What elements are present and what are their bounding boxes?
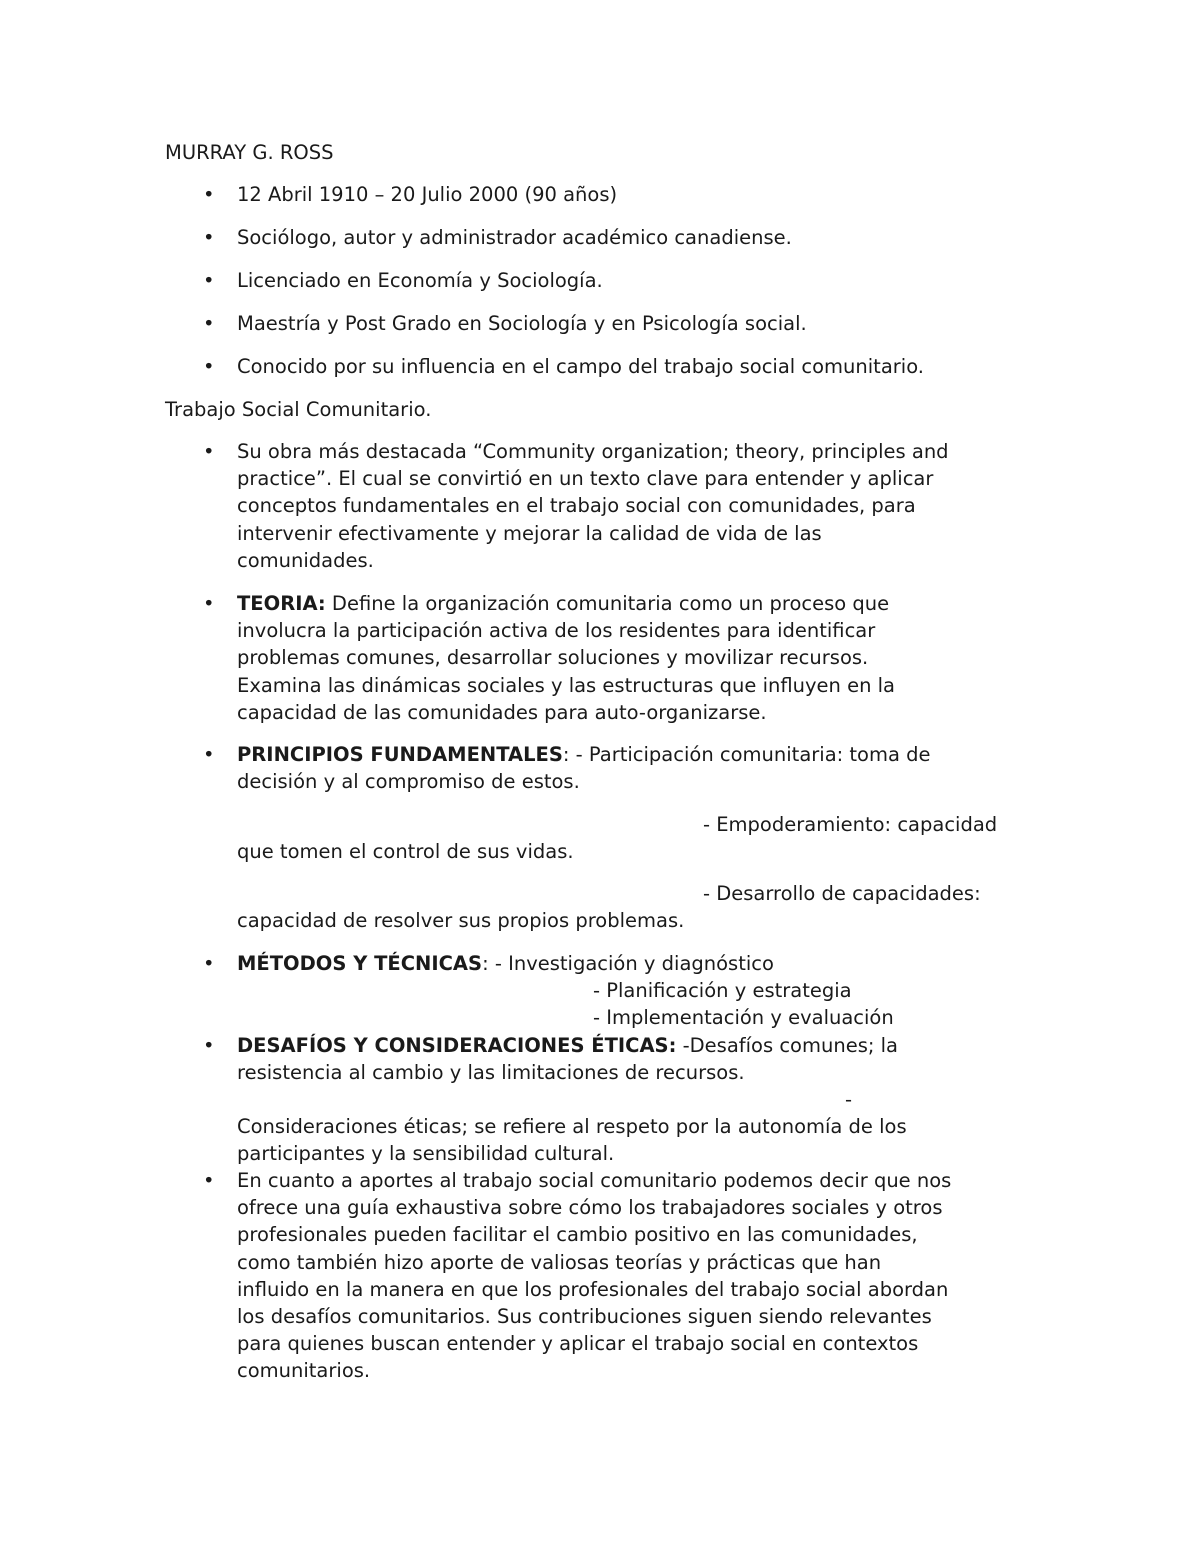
bullet: • (203, 183, 215, 206)
paragraph-line: conceptos fundamentales en el trabajo social con comunidades, para (237, 494, 916, 518)
principios-text: : - Participación comunitaria: toma de (562, 743, 931, 766)
bio-item: Licenciado en Economía y Sociología. (237, 269, 603, 292)
paragraph-line: practice”. El cual se convirtió en un texto clave para entender y aplicar (237, 467, 934, 491)
bullet: • (203, 952, 215, 975)
metodos-line (237, 950, 774, 977)
paragraph-line: Su obra más destacada “Community organization; theory, principles and (237, 440, 949, 463)
teoria-label: TEORIA: (237, 592, 326, 615)
empoderamiento-line: - Empoderamiento: capacidad (703, 813, 998, 836)
desafios-dash: - (845, 1088, 853, 1111)
metodos-label: MÉTODOS Y TÉCNICAS (237, 952, 483, 975)
paragraph-line: ofrece una guía exhaustiva sobre cómo los trabajadores sociales y otros (237, 1196, 943, 1220)
empoderamiento-line: que tomen el control de sus vidas. (237, 840, 574, 863)
desafios-line: participantes y la sensibilidad cultural. (237, 1142, 615, 1165)
paragraph-line: involucra la participación activa de los residentes para identificar (237, 619, 876, 643)
principios-line: decisión y al compromiso de estos. (237, 770, 580, 793)
metodos-item: - Implementación y evaluación (593, 1006, 894, 1029)
paragraph-line: En cuanto a aportes al trabajo social comunitario podemos decir que nos (237, 1169, 952, 1192)
bio-item: 12 Abril 1910 – 20 Julio 2000 (90 años) (237, 183, 618, 206)
paragraph-line: comunitarios. (237, 1359, 371, 1383)
paragraph-line: los desafíos comunitarios. Sus contribuciones siguen siendo relevantes (237, 1305, 932, 1329)
paragraph-line: para quienes buscan entender y aplicar el trabajo social en contextos (237, 1332, 919, 1356)
paragraph-line: como también hizo aporte de valiosas teorías y prácticas que han (237, 1250, 882, 1274)
bullet: • (203, 226, 215, 249)
paragraph-line: capacidad de las comunidades para auto-organizarse. (237, 700, 767, 724)
bullet: • (203, 312, 215, 335)
aportes-paragraph (237, 1167, 1037, 1385)
desafios-line (237, 1032, 898, 1059)
section-title: Trabajo Social Comunitario. (165, 398, 432, 421)
bio-item: Maestría y Post Grado en Sociología y en Psicología social. (237, 312, 807, 335)
paragraph-line (237, 590, 1037, 617)
principios-label: PRINCIPIOS FUNDAMENTALES (237, 743, 563, 766)
teoria-text: Define la organización comunitaria como un proceso que (325, 592, 890, 615)
paragraph-line: profesionales pueden facilitar el cambio positivo en las comunidades, (237, 1223, 918, 1247)
teoria-paragraph (237, 590, 1037, 726)
desafios-label: DESAFÍOS Y CONSIDERACIONES ÉTICAS: (237, 1034, 677, 1057)
desafios-line: Consideraciones éticas; se refiere al respeto por la autonomía de los (237, 1115, 907, 1138)
desafios-text: -Desafíos comunes; la (676, 1034, 898, 1057)
obra-paragraph (237, 438, 1037, 574)
metodos-text: : - Investigación y diagnóstico (482, 952, 774, 975)
bio-item: Sociólogo, autor y administrador académico canadiense. (237, 226, 792, 249)
bullet: • (203, 592, 215, 615)
desarrollo-line: capacidad de resolver sus propios problemas. (237, 909, 685, 932)
bullet: • (203, 269, 215, 292)
bullet: • (203, 743, 215, 766)
document-heading: MURRAY G. ROSS (165, 141, 334, 164)
bullet: • (203, 355, 215, 378)
paragraph-line: problemas comunes, desarrollar soluciones y movilizar recursos. (237, 646, 869, 670)
paragraph-line: intervenir efectivamente y mejorar la calidad de vida de las (237, 521, 822, 545)
bio-item: Conocido por su influencia en el campo del trabajo social comunitario. (237, 355, 924, 378)
bullet: • (203, 1034, 215, 1057)
bullet: • (203, 440, 215, 463)
paragraph-line: influido en la manera en que los profesionales del trabajo social abordan (237, 1277, 949, 1301)
bullet: • (203, 1169, 215, 1192)
metodos-item: - Planificación y estrategia (593, 979, 852, 1002)
paragraph-line: comunidades. (237, 548, 374, 572)
principios-line (237, 741, 931, 768)
paragraph-line: Examina las dinámicas sociales y las estructuras que influyen en la (237, 673, 896, 697)
desarrollo-line: - Desarrollo de capacidades: (703, 882, 981, 905)
desafios-line: resistencia al cambio y las limitaciones de recursos. (237, 1061, 745, 1084)
